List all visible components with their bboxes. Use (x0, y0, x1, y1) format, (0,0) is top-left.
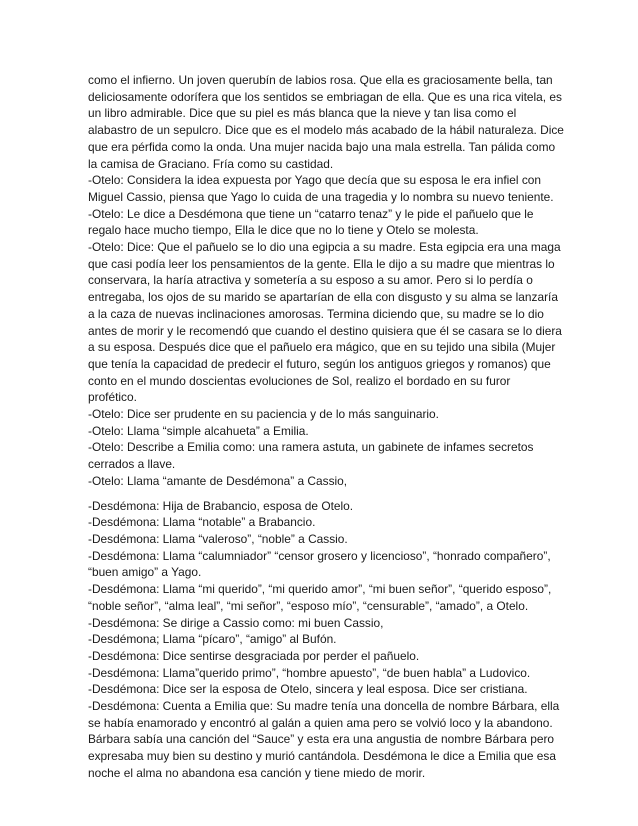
text-line: noche el alma no abandona esa canción y tiene miedo de morir. (88, 765, 426, 780)
text-line: “buen amigo” a Yago. (88, 565, 202, 580)
text-line: -Desdémona: Dice sentirse desgraciada por perder el pañuelo. (88, 648, 420, 663)
text-line: un libro admirable. Dice que su piel es más blanca que la nieve y tan lisa como el (88, 106, 517, 121)
text-line: entregaba, los ojos de su marido se apartarían de ella con disgusto y su alma se lanzaría (88, 290, 558, 305)
text-line: -Desdémona: Llama “notable” a Brabancio. (88, 515, 316, 530)
text-line: -Desdémona: Cuenta a Emilia que: Su madre tenía una doncella de nombre Bárbara, ella (88, 699, 560, 714)
document-body (88, 72, 564, 782)
text-line: antes de morir y le recomendó que cuando el destino quisiera que él se casara se lo diera (88, 323, 562, 338)
text-line: expresaba muy bien su destino y murió cantándola. Desdémona le dice a Emilia que esa (88, 749, 556, 764)
text-line: -Otelo: Llama “amante de Desdémona” a Cassio, (88, 473, 348, 488)
text-line: alabastro de un sepulcro. Dice que es el modelo más acabado de la hábil naturaleza. Dice (88, 123, 564, 138)
text-line: profético. (88, 390, 137, 405)
text-line: deliciosamente odorífera que los sentidos se embriagan de ella. Que es una rica vitela, es (88, 89, 562, 104)
text-line: -Desdémona: Dice ser la esposa de Otelo, sincera y leal esposa. Dice ser cristiana. (88, 682, 528, 697)
text-line: que era pérfida como la onda. Una mujer nacida bajo una mala estrella. Tan pálida como (88, 139, 556, 154)
text-line: -Desdémona: Llama “mi querido”, “mi querido amor”, “mi buen señor”, “querido esposo”, (88, 582, 552, 597)
text-line: -Otelo: Dice: Que el pañuelo se lo dio una egipcia a su madre. Esta egipcia era una maga (88, 240, 561, 255)
text-line: -Otelo: Le dice a Desdémona que tiene un “catarro tenaz” y le pide el pañuelo que le (88, 206, 534, 221)
text-line: a su esposa. Después dice que el pañuelo era mágico, que en su tejido una sibila (Mujer (88, 340, 556, 355)
text-line: -Otelo: Dice ser prudente en su paciencia y de lo más sanguinario. (88, 407, 439, 422)
text-line: -Desdémona: Llama”querido primo”, “hombre apuesto”, “de buen habla” a Ludovico. (88, 665, 531, 680)
text-line: -Desdémona: Llama “valeroso”, “noble” a Cassio. (88, 531, 348, 546)
text-line: Miguel Cassio, piensa que Yago lo cuida de una tragedia y lo nombra su nuevo teniente. (88, 189, 554, 204)
text-line: conto en el mundo doscientas evoluciones de Sol, realizo el bordado en su furor (88, 373, 511, 388)
text-line: -Otelo: Considera la idea expuesta por Yago que decía que su esposa le era infiel con (88, 173, 542, 188)
text-line: “noble señor”, “alma leal”, “mi señor”, “esposo mío”, “censurable”, “amado”, a Otelo. (88, 598, 529, 613)
paragraph-desdemona (88, 498, 558, 782)
text-line: conservara, la haría atractiva y sometería a su esposo a su amor. Pero si lo perdía o (88, 273, 533, 288)
text-line: que tenía la capacidad de predecir el futuro, según los antiguos griegos y romanos) que (88, 356, 551, 371)
text-line: que casi podía leer los pensamientos de la gente. Ella le dijo a su madre que mientras lo (88, 256, 555, 271)
paragraph-spacer (88, 490, 558, 498)
text-line: regalo hace mucho tiempo, Ella le dice que no lo tiene y Otelo se molesta. (88, 223, 479, 238)
text-line: -Desdémona: Se dirige a Cassio como: mi buen Cassio, (88, 615, 384, 630)
text-line: la camisa de Graciano. Fría como su castidad. (88, 156, 334, 171)
text-line: cerrados a llave. (88, 457, 176, 472)
text-line: Bárbara sabía una canción del “Sauce” y esta era una angustia de nombre Bárbara pero (88, 732, 555, 747)
text-line: -Desdémona: Hija de Brabancio, esposa de Otelo. (88, 498, 354, 513)
text-line: -Otelo: Llama “simple alcahueta” a Emilia. (88, 423, 309, 438)
text-line: -Desdémona; Llama “pícaro”, “amigo” al Bufón. (88, 632, 337, 647)
text-line: -Otelo: Describe a Emilia como: una ramera astuta, un gabinete de infames secretos (88, 440, 534, 455)
text-line: -Desdémona: Llama “calumniador” “censor grosero y licencioso”, “honrado compañero”, (88, 548, 551, 563)
text-line: se había enamorado y encontró al galán a quien ama pero se volvió loco y la abandono. (88, 715, 553, 730)
paragraph-otelo (88, 72, 564, 490)
text-line: a la caza de nuevas inclinaciones amorosas. Termina diciendo que, su madre se lo dio (88, 306, 544, 321)
text-line: como el infierno. Un joven querubín de labios rosa. Que ella es graciosamente bella, tan (88, 73, 553, 87)
